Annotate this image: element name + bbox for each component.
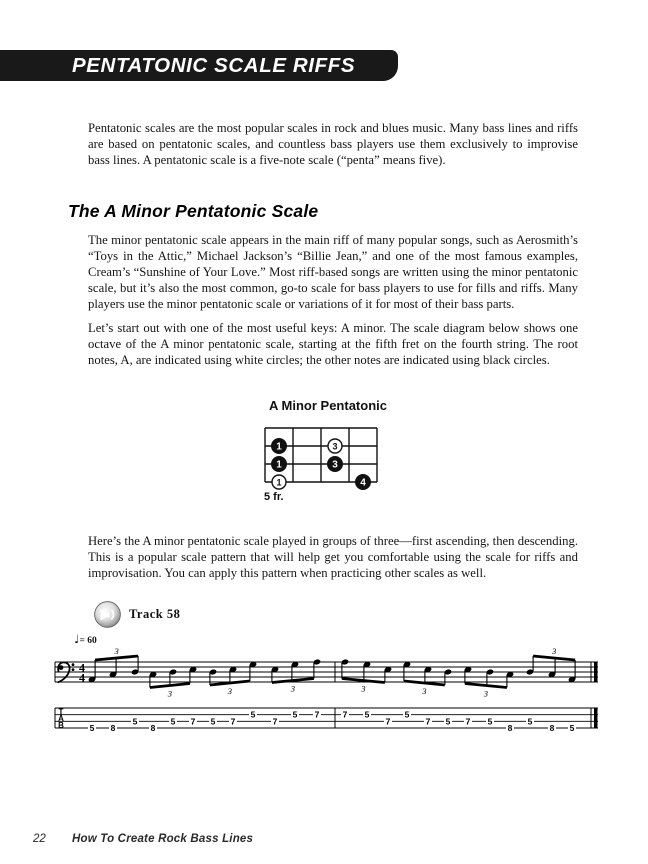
svg-text:5: 5	[292, 709, 298, 720]
svg-text:8: 8	[507, 723, 513, 734]
book-title: How To Create Rock Bass Lines	[72, 833, 254, 845]
svg-text:7: 7	[425, 716, 431, 727]
svg-text:7: 7	[230, 716, 236, 727]
svg-text:7: 7	[272, 716, 278, 727]
page-number: 22	[33, 833, 46, 845]
svg-text:7: 7	[465, 716, 471, 727]
svg-text:8: 8	[110, 723, 116, 734]
svg-text:7: 7	[385, 716, 391, 727]
svg-text:5: 5	[364, 709, 370, 720]
svg-text:3: 3	[422, 686, 427, 696]
svg-text:3: 3	[551, 648, 557, 656]
section-heading: The A Minor Pentatonic Scale	[68, 201, 319, 221]
svg-text:3: 3	[332, 459, 338, 471]
svg-text:T: T	[58, 707, 64, 717]
svg-text:7: 7	[314, 709, 320, 720]
tempo-marking: ♩= 60	[74, 632, 97, 646]
speaker-icon	[94, 601, 121, 628]
chapter-title-banner	[0, 50, 398, 81]
track-label: Track 58	[129, 607, 181, 621]
svg-text:7: 7	[190, 716, 196, 727]
svg-text:5: 5	[170, 716, 176, 727]
svg-text:4: 4	[360, 477, 366, 489]
intro-paragraph: Pentatonic scales are the most popular scales in rock and blues music. Many bass lines and riffs are based on pentatonic scales, and countless bass players use them exclusively to improvise bass lines. A pentatonic scale is a five-note scale (“penta” means five).	[88, 121, 578, 167]
svg-text:5: 5	[210, 716, 216, 727]
svg-text:5: 5	[250, 709, 256, 720]
fret-diagram	[258, 420, 398, 505]
svg-text:1: 1	[276, 477, 282, 488]
svg-text:4: 4	[79, 670, 85, 685]
svg-text:A: A	[58, 714, 64, 724]
svg-text:8: 8	[150, 723, 156, 734]
svg-text:3: 3	[483, 688, 489, 699]
svg-text:5: 5	[445, 716, 451, 727]
svg-text:5: 5	[569, 723, 575, 734]
svg-text:3: 3	[332, 441, 338, 452]
svg-text:1: 1	[276, 441, 282, 453]
svg-text:1: 1	[276, 459, 282, 471]
quarter-note-icon: ♩	[74, 632, 80, 646]
svg-text:7: 7	[342, 709, 348, 720]
section-paragraph-1: The minor pentatonic scale appears in the main riff of many popular songs, such as Aerosmith’s “Toys in the Attic,” Michael Jackson’s “Billie Jean,” and one of the most famous examples, Cream’s “Sunshine of Your Love.” Most riff-based songs are written using the minor pentatonic scale, but it’s also the most common, go-to scale for bass players to use for fills and riffs. Many players use the minor pentatonic scale or variations of it for most of their bass parts.	[88, 233, 578, 311]
svg-text:5: 5	[404, 709, 410, 720]
svg-text:B: B	[58, 720, 64, 730]
svg-text:3: 3	[114, 648, 119, 656]
svg-text:5: 5	[132, 716, 138, 727]
svg-text:5: 5	[487, 716, 493, 727]
section-paragraph-2: Let’s start out with one of the most useful keys: A minor. The scale diagram below shows one octave of the A minor pentatonic scale, starting at the fifth fret on the fourth string. The root notes, A, are indicated using white circles; the other notes are indicated using black circles.	[88, 321, 578, 367]
svg-text:4: 4	[79, 660, 85, 675]
pattern-paragraph: Here’s the A minor pentatonic scale played in groups of three—first ascending, then descending. This is a popular scale pattern that will help get you comfortable using the scale for riffs and improvisation. You can apply this pattern when practicing other scales as well.	[88, 534, 578, 580]
svg-text:3: 3	[290, 683, 296, 694]
svg-text:5: 5	[89, 723, 95, 734]
svg-text:3: 3	[227, 686, 233, 696]
fret-diagram-title: A Minor Pentatonic	[269, 398, 387, 413]
chapter-title: PENTATONIC SCALE RIFFS	[72, 53, 356, 77]
audio-track-badge	[94, 601, 180, 628]
svg-text:3: 3	[167, 688, 173, 699]
music-notation-staff	[30, 648, 610, 748]
svg-text:8: 8	[549, 723, 555, 734]
svg-text:5 fr.: 5 fr.	[264, 491, 284, 503]
svg-text:3: 3	[361, 683, 366, 694]
svg-text:5: 5	[527, 716, 533, 727]
